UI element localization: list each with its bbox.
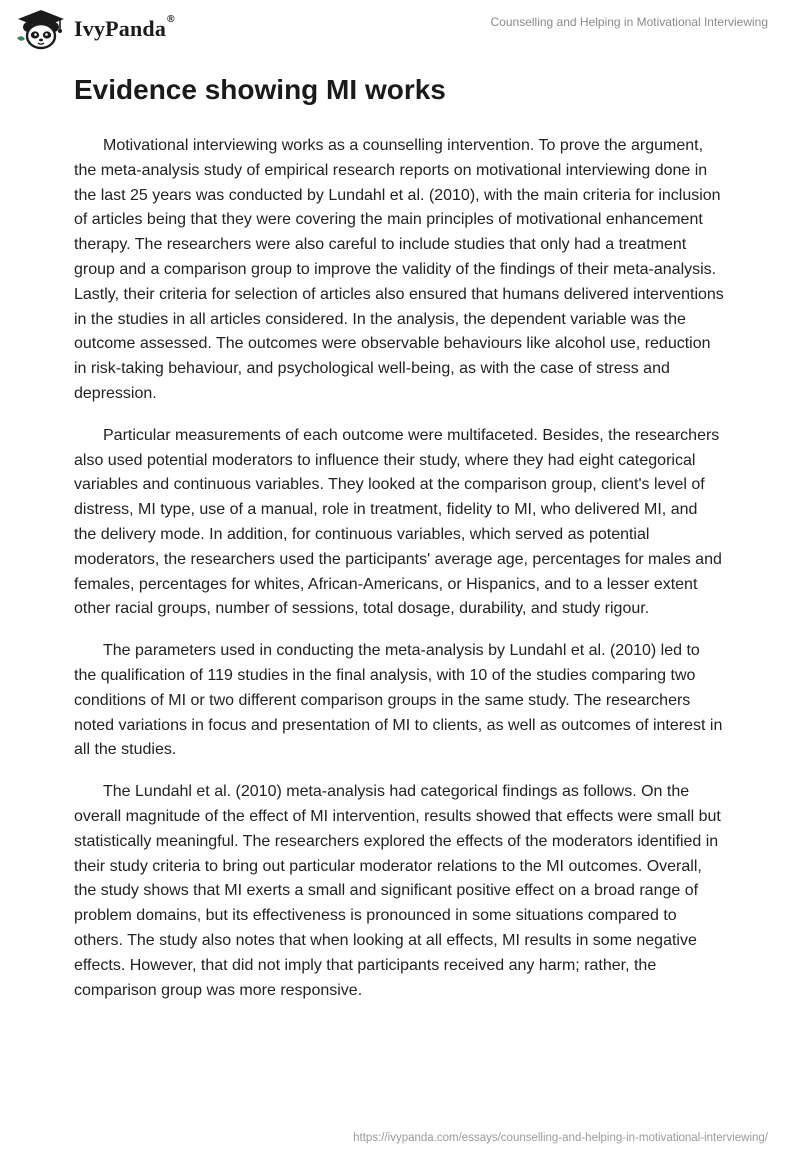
paragraph: The Lundahl et al. (2010) meta-analysis had categorical findings as follows. On the overall magnitude of the effect of MI intervention, results showed that effects were small but statistically meaningful. The researchers explored the effects of the moderators identified in their study criteria to bring out particular moderator relations to the MI outcomes. Overall, the study shows that MI exerts a small and significant positive effect on a broad range of problem domains, but its effectiveness is pronounced in some situations compared to others. The study also notes that when looking at all effects, MI results in some negative effects. However, that did not imply that participants received any harm; rather, the comparison group was more responsive. — [74, 783, 721, 999]
page-header — [0, 0, 800, 70]
panda-graduation-cap-icon — [14, 8, 68, 50]
paragraph: Motivational interviewing works as a counselling intervention. To prove the argument, the meta-analysis study of empirical research reports on motivational interviewing done in the last 25 years was conducted by Lundahl et al. (2010), with the main criteria for inclusion of articles being that they were covering the main principles of motivational enhancement therapy. The researchers were also careful to include studies that only had a treatment group and a comparison group to improve the validity of the findings of their meta-analysis. Lastly, their criteria for selection of articles also ensured that humans delivered interventions in the studies in all articles considered. In the analysis, the dependent variable was the outcome assessed. The outcomes were observable behaviours like alcohol use, reduction in risk-taking behaviour, and psychological well-being, as with the case of stress and depression. — [74, 137, 724, 402]
section-heading: Evidence showing MI works — [74, 74, 446, 105]
document-title: Counselling and Helping in Motivational Interviewing — [490, 15, 768, 29]
paragraph: The parameters used in conducting the meta-analysis by Lundahl et al. (2010) led to the qualification of 119 studies in the final analysis, with 10 of the studies comparing two conditions of MI or two different comparison groups in the same study. The researchers noted variations in focus and presentation of MI to clients, as well as outcomes of interest in all the studies. — [74, 642, 723, 759]
source-url[interactable]: https://ivypanda.com/essays/counselling-and-helping-in-motivational-interviewing/ — [353, 1132, 768, 1144]
paragraph: Particular measurements of each outcome were multifaceted. Besides, the researchers also used potential moderators to influence their study, where they had eight categorical variables and continuous variables. They looked at the comparison group, client's level of distress, MI type, use of a manual, role in treatment, fidelity to MI, who delivered MI, and the delivery mode. In addition, for continuous variables, which served as potential moderators, the researchers used the participants' average age, percentages for males and females, percentages for whites, African-Americans, or Hispanics, and to a lesser extent other racial groups, number of sessions, total dosage, durability, and study rigour. — [74, 426, 722, 618]
brand-name: IvyPanda® — [74, 14, 175, 41]
trademark: ® — [167, 14, 175, 25]
ivypanda-logo[interactable] — [14, 8, 175, 50]
article-body — [74, 134, 724, 1020]
